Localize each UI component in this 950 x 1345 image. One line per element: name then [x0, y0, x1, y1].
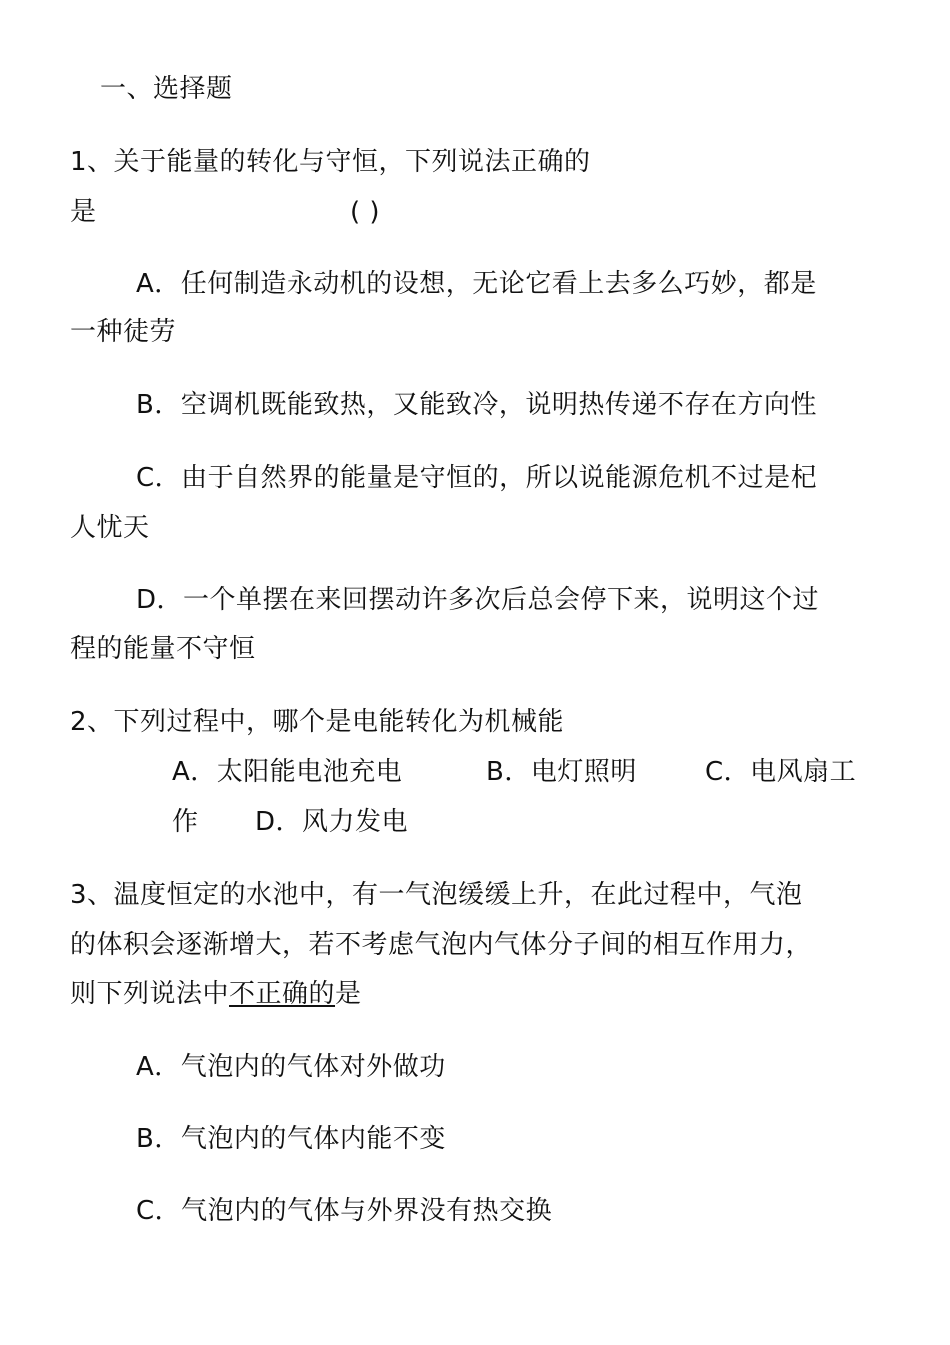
- q1-option-a-line1: A．任何制造永动机的设想，无论它看上去多么巧妙，都是: [136, 269, 817, 299]
- q3-stem-underlined-text: 不正确的: [229, 979, 336, 1009]
- q1-answer-parentheses: ( ): [350, 197, 381, 227]
- q2-option-c-part2: 作: [172, 807, 199, 837]
- q1-option-d-line2: 程的能量不守恒: [70, 634, 256, 664]
- section-title: 一、选择题: [100, 74, 233, 104]
- q1-option-a-line2: 一种徒劳: [70, 317, 177, 347]
- q1-option-b: B．空调机既能致热，又能致冷，说明热传递不存在方向性: [136, 390, 817, 420]
- q2-option-d: D．风力发电: [255, 807, 409, 837]
- q1-option-c-line1: C．由于自然界的能量是守恒的，所以说能源危机不过是杞: [136, 463, 818, 493]
- q3-stem-line3-pre: 则下列说法中: [70, 979, 230, 1009]
- q3-stem-line1: 3、温度恒定的水池中，有一气泡缓缓上升，在此过程中，气泡: [70, 880, 803, 910]
- q3-stem-line3-post: 是: [335, 979, 362, 1009]
- q3-stem-line3: [70, 978, 362, 1010]
- q1-option-d-line1: D．一个单摆在来回摆动许多次后总会停下来，说明这个过: [136, 585, 820, 615]
- q3-option-a: A．气泡内的气体对外做功: [136, 1052, 446, 1082]
- q2-option-a: A．太阳能电池充电: [172, 757, 403, 787]
- q2-stem: 2、下列过程中，哪个是电能转化为机械能: [70, 707, 565, 737]
- q2-option-b: B．电灯照明: [486, 757, 637, 787]
- q3-stem-line2: 的体积会逐渐增大，若不考虑气泡内气体分子间的相互作用力，: [70, 930, 813, 960]
- q3-option-c: C．气泡内的气体与外界没有热交换: [136, 1196, 553, 1226]
- q3-option-b: B．气泡内的气体内能不变: [136, 1124, 446, 1154]
- q2-option-c-part1: C．电风扇工: [705, 757, 857, 787]
- q1-stem-line1: 1、关于能量的转化与守恒，下列说法正确的: [70, 147, 591, 177]
- q1-option-c-line2: 人忧天: [70, 513, 150, 543]
- q1-stem-line2: 是: [70, 197, 97, 227]
